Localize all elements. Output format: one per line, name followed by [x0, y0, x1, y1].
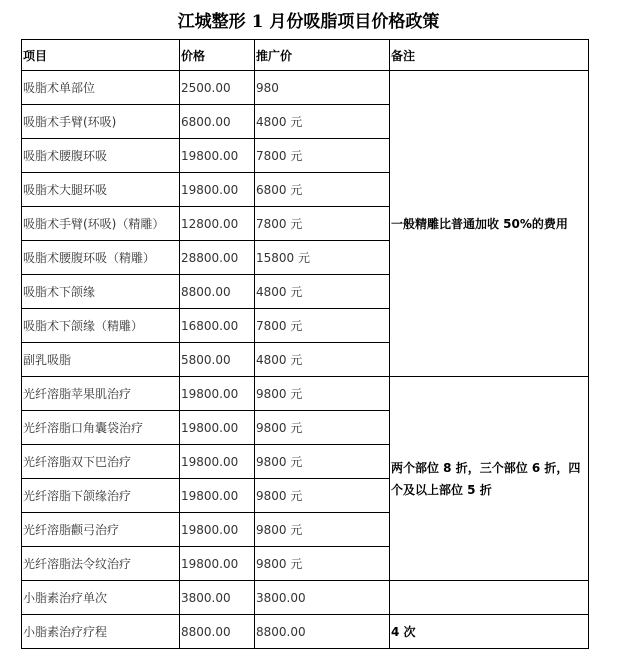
cell-price: 5800.00 — [180, 343, 255, 377]
cell-promo-price: 7800 元 — [255, 207, 390, 241]
cell-price: 2500.00 — [180, 71, 255, 105]
cell-price: 19800.00 — [180, 173, 255, 207]
cell-price: 6800.00 — [180, 105, 255, 139]
cell-item: 吸脂术下颌缘（精雕） — [22, 309, 180, 343]
cell-item: 光纤溶脂颧弓治疗 — [22, 513, 180, 547]
cell-promo-price: 6800 元 — [255, 173, 390, 207]
cell-promo-price: 4800 元 — [255, 275, 390, 309]
cell-item: 副乳吸脂 — [22, 343, 180, 377]
cell-price: 19800.00 — [180, 139, 255, 173]
table-row — [22, 71, 589, 105]
cell-price: 19800.00 — [180, 445, 255, 479]
cell-promo-price: 9800 元 — [255, 445, 390, 479]
cell-item: 吸脂术手臂(环吸) — [22, 105, 180, 139]
cell-item: 吸脂术大腿环吸 — [22, 173, 180, 207]
cell-price: 12800.00 — [180, 207, 255, 241]
cell-price: 16800.00 — [180, 309, 255, 343]
cell-promo-price: 3800.00 — [255, 581, 390, 615]
cell-price: 19800.00 — [180, 513, 255, 547]
cell-item: 光纤溶脂苹果肌治疗 — [22, 377, 180, 411]
table-row — [22, 581, 589, 615]
note-empty — [390, 581, 589, 615]
cell-promo-price: 9800 元 — [255, 513, 390, 547]
cell-promo-price: 9800 元 — [255, 479, 390, 513]
cell-price: 28800.00 — [180, 241, 255, 275]
cell-price: 3800.00 — [180, 581, 255, 615]
header-price: 价格 — [180, 40, 255, 71]
cell-item: 吸脂术腰腹环吸 — [22, 139, 180, 173]
note-fiber-discount: 两个部位 8 折，三个部位 6 折，四个及以上部位 5 折 — [390, 377, 589, 581]
cell-promo-price: 15800 元 — [255, 241, 390, 275]
cell-price: 8800.00 — [180, 275, 255, 309]
cell-price: 19800.00 — [180, 411, 255, 445]
header-item: 项目 — [22, 40, 180, 71]
note-liposuction: 一般精雕比普通加收 50%的费用 — [390, 71, 589, 377]
cell-promo-price: 4800 元 — [255, 343, 390, 377]
page-title: 江城整形 1 月份吸脂项目价格政策 — [177, 12, 440, 32]
cell-item: 吸脂术下颌缘 — [22, 275, 180, 309]
cell-item: 光纤溶脂口角囊袋治疗 — [22, 411, 180, 445]
price-table — [21, 39, 589, 649]
cell-item: 光纤溶脂双下巴治疗 — [22, 445, 180, 479]
cell-item: 光纤溶脂法令纹治疗 — [22, 547, 180, 581]
cell-promo-price: 4800 元 — [255, 105, 390, 139]
cell-promo-price: 7800 元 — [255, 139, 390, 173]
cell-price: 19800.00 — [180, 479, 255, 513]
cell-promo-price: 980 — [255, 71, 390, 105]
table-row — [22, 615, 589, 649]
cell-promo-price: 9800 元 — [255, 547, 390, 581]
cell-promo-price: 9800 元 — [255, 377, 390, 411]
header-promo-price: 推广价 — [255, 40, 390, 71]
cell-item: 吸脂术单部位 — [22, 71, 180, 105]
note-course: 4 次 — [390, 615, 589, 649]
header-note: 备注 — [390, 40, 589, 71]
cell-price: 19800.00 — [180, 377, 255, 411]
cell-item: 小脂素治疗单次 — [22, 581, 180, 615]
cell-promo-price: 7800 元 — [255, 309, 390, 343]
cell-price: 19800.00 — [180, 547, 255, 581]
cell-item: 吸脂术腰腹环吸（精雕） — [22, 241, 180, 275]
table-row — [22, 377, 589, 411]
cell-item: 小脂素治疗疗程 — [22, 615, 180, 649]
cell-promo-price: 8800.00 — [255, 615, 390, 649]
table-header-row — [22, 40, 589, 71]
cell-item: 吸脂术手臂(环吸)（精雕） — [22, 207, 180, 241]
cell-item: 光纤溶脂下颌缘治疗 — [22, 479, 180, 513]
cell-price: 8800.00 — [180, 615, 255, 649]
cell-promo-price: 9800 元 — [255, 411, 390, 445]
